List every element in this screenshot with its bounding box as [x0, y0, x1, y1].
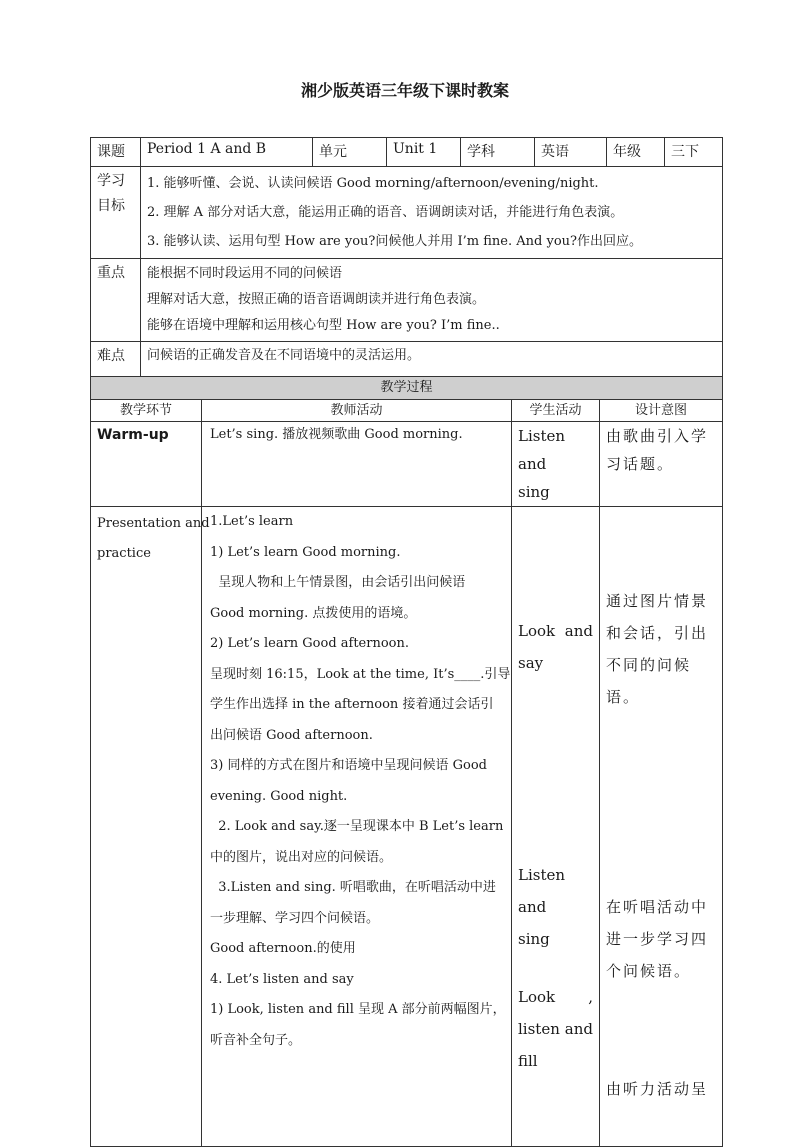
- design-line: 个问候语。: [606, 962, 692, 980]
- header-stage: 教学环节: [91, 400, 202, 422]
- teacher-activity-line: 3) 同样的方式在图片和语境中呈现问候语 Good: [210, 758, 487, 773]
- presentation-teacher-cell: [202, 507, 512, 1147]
- warmup-stage-cell: [91, 422, 202, 507]
- warmup-design-line: 习话题。: [606, 455, 675, 473]
- design-line: 通过图片情景: [606, 592, 709, 610]
- design-line: 不同的问候: [606, 656, 692, 674]
- student-activity-line: sing: [518, 930, 550, 948]
- objectives-label-line: 目标: [97, 198, 125, 214]
- teacher-activity-line: 学生作出选择 in the afternoon 接着通过会话引: [210, 697, 494, 712]
- design-intent-a: [606, 585, 716, 713]
- teacher-activity-line: 1.Let’s learn: [210, 514, 294, 529]
- warmup-design-cell: [600, 422, 723, 507]
- student-activity-listen-sing: [518, 859, 593, 955]
- warmup-stage: Warm-up: [97, 427, 169, 443]
- warmup-design-line: 由歌曲引入学: [606, 427, 709, 445]
- design-intent-c: [606, 1073, 716, 1105]
- subject-label: 学科: [461, 138, 535, 167]
- design-intent-b: [606, 891, 716, 987]
- key-points-label: 重点: [91, 259, 141, 342]
- design-line: 语。: [606, 688, 641, 706]
- unit-label: 单元: [313, 138, 387, 167]
- design-line: 在听唱活动中: [606, 898, 709, 916]
- teacher-activity-line: Good morning. 点拨使用的语境。: [210, 605, 417, 621]
- teacher-activity-line: Good afternoon.的使用: [210, 941, 356, 956]
- student-activity-line: Listen and: [518, 866, 566, 916]
- teacher-activity-line: 4. Let’s listen and say: [210, 971, 354, 987]
- teacher-activity-line: 中的图片，说出对应的问候语。: [210, 849, 393, 865]
- design-line: 由听力活动呈: [606, 1080, 709, 1098]
- warmup-student-line: Listen and: [518, 427, 566, 473]
- student-activity-line: fill: [518, 1052, 538, 1070]
- subject-value: 英语: [535, 138, 607, 167]
- teacher-activity-line: 呈现时刻 16:15，Look at the time, It’s____.引导: [210, 666, 511, 682]
- objective-item: 3. 能够认读、运用句型 How are you?问候他人并用 I’m fine. And you?作出回应。: [147, 234, 642, 249]
- presentation-stage-line: Presentation and: [97, 516, 210, 531]
- teacher-activity-line: evening. Good night.: [210, 788, 348, 804]
- teacher-activity-line: 3.Listen and sing. 听唱歌曲，在听唱活动中进: [210, 880, 496, 895]
- header-student: 学生活动: [512, 400, 600, 422]
- student-activity-look-say: [518, 615, 593, 679]
- teaching-process-table: [90, 376, 723, 1147]
- warmup-teacher-cell: [202, 422, 512, 507]
- presentation-teacher-lines: [210, 507, 511, 1056]
- key-point-item: 理解对话大意，按照正确的语音语调朗读并进行角色表演。: [147, 292, 486, 307]
- document-title: 湘少版英语三年级下课时教案: [300, 81, 509, 100]
- teacher-activity-line: 2. Look and say.逐一呈现课本中 B Let’s learn: [210, 819, 504, 834]
- design-line: 和会话，引出: [606, 624, 709, 642]
- objectives-label: [91, 167, 141, 259]
- student-activity-line: Look ,: [518, 988, 593, 1006]
- lesson-info-table: [90, 137, 723, 386]
- teacher-activity-line: 1) Let’s learn Good morning.: [210, 544, 401, 560]
- objective-item: 1. 能够听懂、会说、认读问候语 Good morning/afternoon/evening/night.: [147, 176, 599, 191]
- teacher-activity-line: 1) Look, listen and fill 呈现 A 部分前两幅图片，: [210, 1002, 506, 1017]
- objectives-label-line: 学习: [97, 173, 125, 189]
- warmup-student-cell: [512, 422, 600, 507]
- unit-value: Unit 1: [387, 138, 461, 167]
- student-activity-line: say: [518, 654, 544, 672]
- difficulty-text: 问候语的正确发音及在不同语境中的灵活运用。: [147, 348, 421, 363]
- design-line: 进一步学习四: [606, 930, 709, 948]
- objective-item: 2. 理解 A 部分对话大意，能运用正确的语音、语调朗读对话，并能进行角色表演。: [147, 205, 624, 220]
- key-point-item: 能根据不同时段运用不同的问候语: [147, 266, 343, 281]
- student-activity-line: listen and: [518, 1020, 593, 1038]
- warmup-student-line: sing: [518, 483, 550, 501]
- presentation-student-cell: [512, 507, 600, 1147]
- presentation-stage-cell: [91, 507, 210, 1147]
- teacher-activity-line: 呈现人物和上午情景图，由会话引出问候语: [210, 575, 466, 590]
- header-design: 设计意图: [600, 400, 723, 422]
- objectives-cell: [141, 167, 723, 259]
- warmup-teacher: Let’s sing. 播放视频歌曲 Good morning.: [210, 427, 463, 442]
- student-activity-line: Look and: [518, 622, 593, 640]
- presentation-design-cell: [600, 507, 723, 1147]
- grade-value: 三下: [665, 138, 723, 167]
- presentation-stage-line: practice: [97, 546, 151, 561]
- process-section-title: 教学过程: [91, 377, 723, 400]
- teacher-activity-line: 一步理解、学习四个问候语。: [210, 910, 380, 926]
- student-activity-look-listen-fill: [518, 981, 593, 1077]
- teacher-activity-line: 2) Let’s learn Good afternoon.: [210, 636, 409, 651]
- teacher-activity-line: 听音补全句子。: [210, 1032, 302, 1048]
- key-points-cell: [141, 259, 723, 342]
- difficulty-label: 难点: [91, 342, 141, 386]
- topic-value: Period 1 A and B: [141, 138, 313, 167]
- topic-label: 课题: [91, 138, 141, 167]
- key-point-item: 能够在语境中理解和运用核心句型 How are you? I’m fine..: [147, 318, 500, 333]
- teacher-activity-line: 出问候语 Good afternoon.: [210, 727, 373, 743]
- grade-label: 年级: [607, 138, 665, 167]
- header-teacher: 教师活动: [202, 400, 512, 422]
